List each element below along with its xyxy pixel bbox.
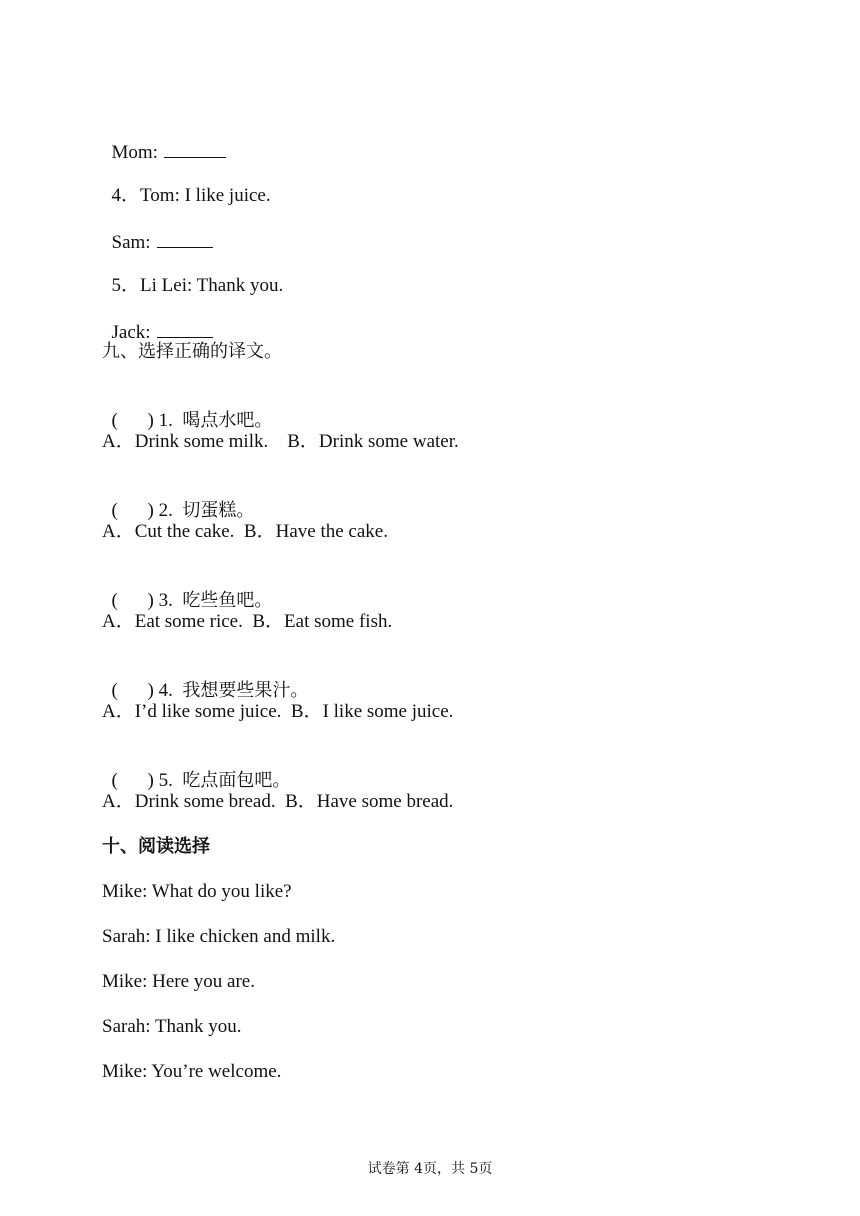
- section-10-title: 十、阅读选择: [102, 836, 210, 857]
- question-prompt: 我想要些果汁。: [182, 680, 309, 701]
- answer-paren-close: ): [147, 410, 154, 431]
- question-1: [102, 385, 272, 433]
- question-5-options: A．Drink some bread. B．Have some bread.: [102, 791, 454, 812]
- item-number: 4．: [111, 185, 141, 206]
- question-2-options: A．Cut the cake. B．Have the cake.: [102, 521, 388, 542]
- question-5: [102, 745, 290, 793]
- reading-line: Mike: You’re welcome.: [102, 1061, 282, 1082]
- reading-line: Mike: What do you like?: [102, 881, 292, 902]
- speaker-label: Sam:: [111, 232, 151, 253]
- answer-blank[interactable]: [157, 319, 213, 338]
- question-number: 4.: [158, 680, 173, 701]
- answer-paren-open[interactable]: (: [111, 770, 118, 791]
- question-prompt: 吃点面包吧。: [182, 770, 291, 791]
- dialogue-text: Li Lei: Thank you.: [140, 275, 284, 296]
- page-footer: 试卷第 4页，共 5页: [367, 1161, 493, 1177]
- question-4-options: A．I’d like some juice. B．I like some juice.: [102, 701, 454, 722]
- section-9-title: 九、选择正确的译文。: [102, 341, 282, 362]
- answer-paren-open[interactable]: (: [111, 410, 118, 431]
- question-number: 1.: [158, 410, 173, 431]
- question-number: 5.: [158, 770, 173, 791]
- reading-line: Sarah: Thank you.: [102, 1016, 242, 1037]
- reading-line: Mike: Here you are.: [102, 971, 255, 992]
- question-1-options: A．Drink some milk. B．Drink some water.: [102, 431, 459, 452]
- question-number: 3.: [158, 590, 173, 611]
- dialogue-line-mom: [102, 115, 226, 165]
- answer-paren-close: ): [147, 770, 154, 791]
- dialogue-line-sam: [102, 205, 213, 255]
- answer-blank[interactable]: [164, 139, 226, 158]
- question-prompt: 吃些鱼吧。: [182, 590, 273, 611]
- answer-paren-close: ): [147, 500, 154, 521]
- answer-paren-close: ): [147, 680, 154, 701]
- answer-paren-open[interactable]: (: [111, 680, 118, 701]
- question-4: [102, 655, 308, 703]
- answer-paren-close: ): [147, 590, 154, 611]
- dialogue-line-jack: [102, 295, 213, 345]
- dialogue-line-4: [102, 160, 271, 208]
- answer-paren-open[interactable]: (: [111, 590, 118, 611]
- speaker-label: Jack:: [111, 322, 151, 343]
- answer-blank[interactable]: [157, 229, 213, 248]
- reading-line: Sarah: I like chicken and milk.: [102, 926, 336, 947]
- question-2: [102, 475, 254, 523]
- question-3: [102, 565, 272, 613]
- question-prompt: 喝点水吧。: [182, 410, 273, 431]
- item-number: 5．: [111, 275, 141, 296]
- answer-paren-open[interactable]: (: [111, 500, 118, 521]
- speaker-label: Mom:: [111, 142, 158, 163]
- dialogue-line-5: [102, 250, 283, 298]
- question-number: 2.: [158, 500, 173, 521]
- question-3-options: A．Eat some rice. B．Eat some fish.: [102, 611, 393, 632]
- question-prompt: 切蛋糕。: [182, 500, 255, 521]
- dialogue-text: Tom: I like juice.: [140, 185, 271, 206]
